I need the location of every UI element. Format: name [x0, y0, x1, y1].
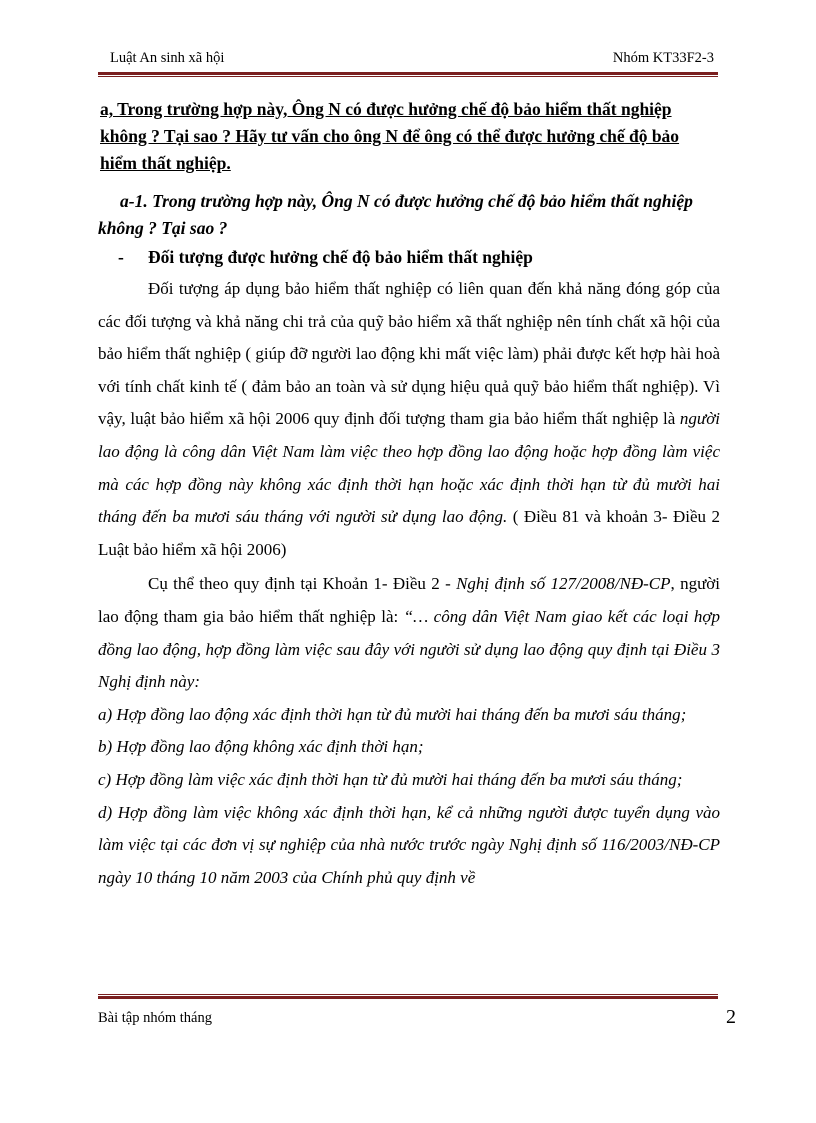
- paragraph-subjects-text: Đối tượng áp dụng bảo hiểm thất nghiệp có liên quan đến khả năng đóng góp của các đối tượng và khả năng chi trả của quỹ bảo hiểm xã thất nghiệp nên tính chất xã hội của bảo hiểm thất nghiệp ( giúp đỡ người lao động khi mất việc làm) phải được kết hợp hài hoà với tính chất kinh tế ( đảm bảo an toàn và sử dụng hiệu quả quỹ bảo hiểm thất nghiệp). Vì vậy, luật bảo hiểm xã hội 2006 quy định đối tượng tham gia bảo hiểm thất nghiệp là: [98, 279, 720, 429]
- paragraph-subjects: [98, 273, 720, 566]
- paragraph-decree: [98, 568, 720, 698]
- bullet-dash: -: [118, 247, 124, 267]
- header-group: Nhóm KT33F2-3: [612, 50, 714, 66]
- paragraph-decree-mid: , người lao động tham gia bảo hiểm thất nghiệp là:: [98, 574, 721, 626]
- decree-quote: “… công dân Việt Nam giao kết các loại hợp đồng lao động, hợp đồng làm việc sau đây với người sử dụng lao động quy định tại Điều 3 Nghị định này:: [98, 606, 721, 692]
- header-rule: [98, 72, 718, 78]
- section-heading-a: a, Trong trường hợp này, Ông N có được hưởng chế độ bảo hiểm thất nghiệp không ? Tại sao ? Hãy tư vấn cho ông N để ông có thể được hưởng chế độ bảo hiểm thất nghiệp.: [100, 99, 680, 173]
- page-body: [98, 96, 720, 894]
- list-item: a) Hợp đồng lao động xác định thời hạn từ đủ mười hai tháng đến ba mươi sáu tháng;: [98, 704, 687, 724]
- header-rule-thin: [98, 76, 718, 77]
- footer-rule-thin: [98, 994, 718, 995]
- list-item: c) Hợp đồng làm việc xác định thời hạn từ đủ mười hai tháng đến ba mươi sáu tháng;: [98, 769, 683, 789]
- paragraph-decree-start: Cụ thể theo quy định tại Khoản 1- Điều 2 -: [148, 574, 451, 594]
- page-header: [98, 50, 718, 72]
- paragraph-subjects-italic: người lao động là công dân Việt Nam làm việc theo hợp đồng lao động hoặc hợp đồng làm việc mà các hợp đồng này không xác định thời hạn hoặc xác định thời hạn từ đủ mười hai tháng đến ba mươi sáu tháng với người sử dụng lao động.: [98, 409, 720, 527]
- footer-rule: [98, 994, 718, 1000]
- decree-reference: Nghị định số 127/2008/NĐ-CP: [456, 574, 671, 594]
- list-item: b) Hợp đồng lao động không xác định thời hạn;: [98, 737, 424, 757]
- header-rule-thick: [98, 72, 718, 75]
- footer-title: Bài tập nhóm tháng: [98, 1010, 212, 1026]
- bullet-heading: [98, 244, 720, 271]
- list-item: d) Hợp đồng làm việc không xác định thời hạn, kể cả những người được tuyển dụng vào làm việc tại các đơn vị sự nghiệp của nhà nước trước ngày Nghị định số 116/2003/NĐ-CP ngày 10 tháng 10 năm 2003 của Chính phủ quy định về: [98, 802, 720, 887]
- bullet-text: Đối tượng được hưởng chế độ bảo hiểm thất nghiệp: [148, 247, 533, 267]
- paragraph-subjects-citation: ( Điều 81 và khoản 3- Điều 2 Luật bảo hiểm xã hội 2006): [98, 507, 720, 559]
- subsection-heading-a1: a-1. Trong trường hợp này, Ông N có được hưởng chế độ bảo hiểm thất nghiệp không ? Tại sao ?: [98, 191, 693, 238]
- header-title: Luật An sinh xã hội: [110, 50, 225, 66]
- page-number: 2: [726, 1006, 736, 1028]
- footer-rule-thick: [98, 996, 718, 999]
